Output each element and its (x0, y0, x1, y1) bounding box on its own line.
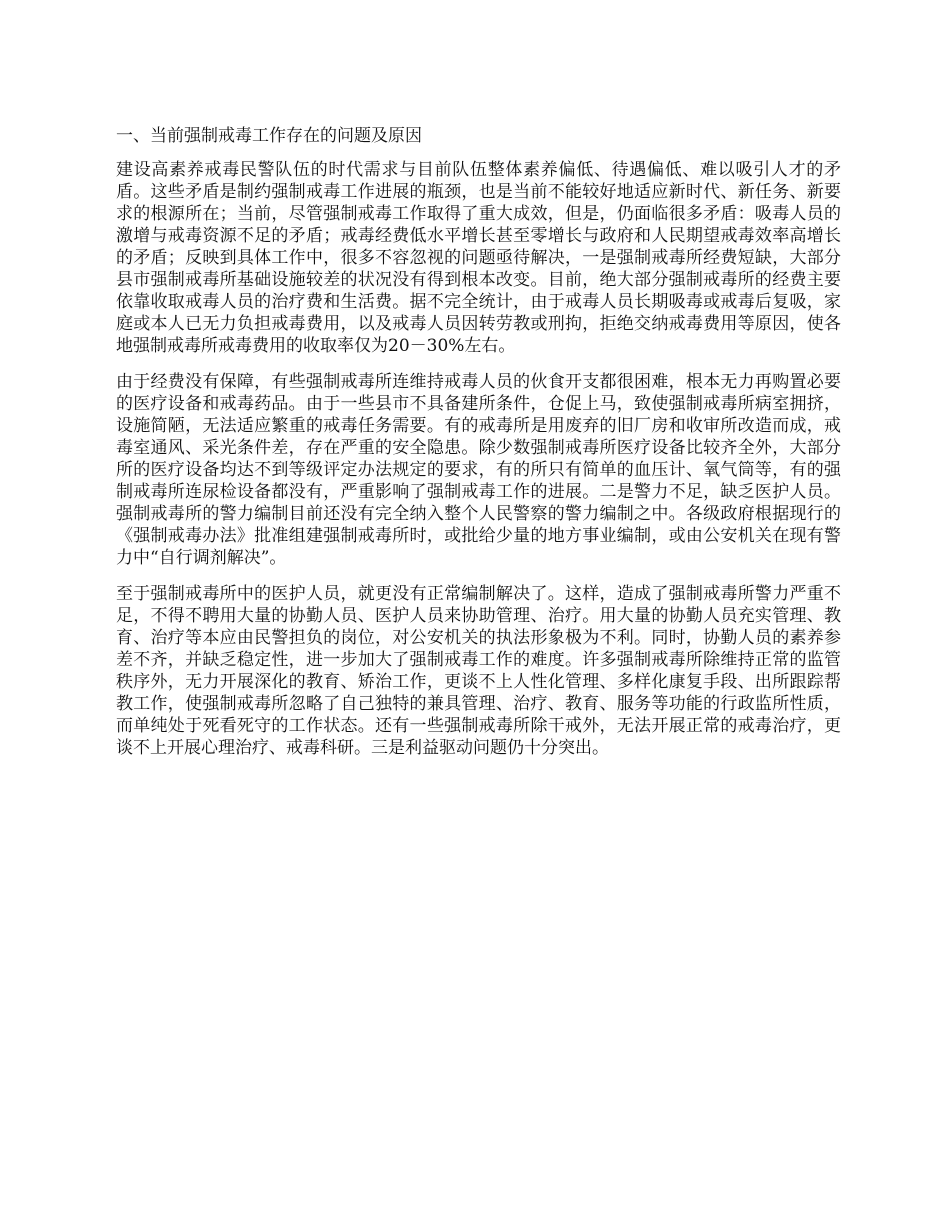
section-heading: 一、当前强制戒毒工作存在的问题及原因 (116, 126, 422, 146)
document-page (116, 125, 841, 773)
paragraph-3: 至于强制戒毒所中的医护人员，就更没有正常编制解决了。这样，造成了强制戒毒所警力严重不足，不得不聘用大量的协勤人员、医护人员来协助管理、治疗。用大量的协勤人员充实管理、教育、治疗等本应由民警担负的岗位，对公安机关的执法形象极为不利。同时，协勤人员的素养参差不齐，并缺乏稳定性，进一步加大了强制戒毒工作的难度。许多强制戒毒所除维持正常的监管秩序外，无力开展深化的教育、矫治工作，更谈不上人性化管理、多样化康复手段、出所跟踪帮教工作，使强制戒毒所忽略了自己独特的兼具管理、治疗、教育、服务等功能的行政监所性质，而单纯处于死看死守的工作状态。还有一些强制戒毒所除干戒外，无法开展正常的戒毒治疗，更谈不上开展心理治疗、戒毒科研。三是利益驱动问题仍十分突出。 (116, 584, 841, 758)
paragraph-2: 由于经费没有保障，有些强制戒毒所连维持戒毒人员的伙食开支都很困难，根本无力再购置必要的医疗设备和戒毒药品。由于一些县市不具备建所条件，仓促上马，致使强制戒毒所病室拥挤，设施简陋，无法适应繁重的戒毒任务需要。有的戒毒所是用废弃的旧厂房和收审所改造而成，戒毒室通风、采光条件差，存在严重的安全隐患。除少数强制戒毒所医疗设备比较齐全外，大部分所的医疗设备均达不到等级评定办法规定的要求，有的所只有简单的血压计、氧气筒等，有的强制戒毒所连尿检设备都没有，严重影响了强制戒毒工作的进展。二是警力不足，缺乏医护人员。强制戒毒所的警力编制目前还没有完全纳入整个人民警察的警力编制之中。各级政府根据现行的《强制戒毒办法》批准组建强制戒毒所时，或批给少量的地方事业编制，或由公安机关在现有警力中“自行调剂解决”。 (116, 372, 841, 568)
paragraph-1: 建设高素养戒毒民警队伍的时代需求与目前队伍整体素养偏低、待遇偏低、难以吸引人才的矛盾。这些矛盾是制约强制戒毒工作进展的瓶颈，也是当前不能较好地适应新时代、新任务、新要求的根源所在；当前，尽管强制戒毒工作取得了重大成效，但是，仍面临很多矛盾：吸毒人员的激增与戒毒资源不足的矛盾；戒毒经费低水平增长甚至零增长与政府和人民期望戒毒效率高增长的矛盾；反映到具体工作中，很多不容忽视的问题亟待解决，一是强制戒毒所经费短缺，大部分县市强制戒毒所基础设施较差的状况没有得到根本改变。目前，绝大部分强制戒毒所的经费主要依靠收取戒毒人员的治疗费和生活费。据不完全统计，由于戒毒人员长期吸毒或戒毒后复吸，家庭或本人已无力负担戒毒费用，以及戒毒人员因转劳教或刑拘，拒绝交纳戒毒费用等原因，使各地强制戒毒所戒毒费用的收取率仅为20－30%左右。 (116, 160, 841, 356)
